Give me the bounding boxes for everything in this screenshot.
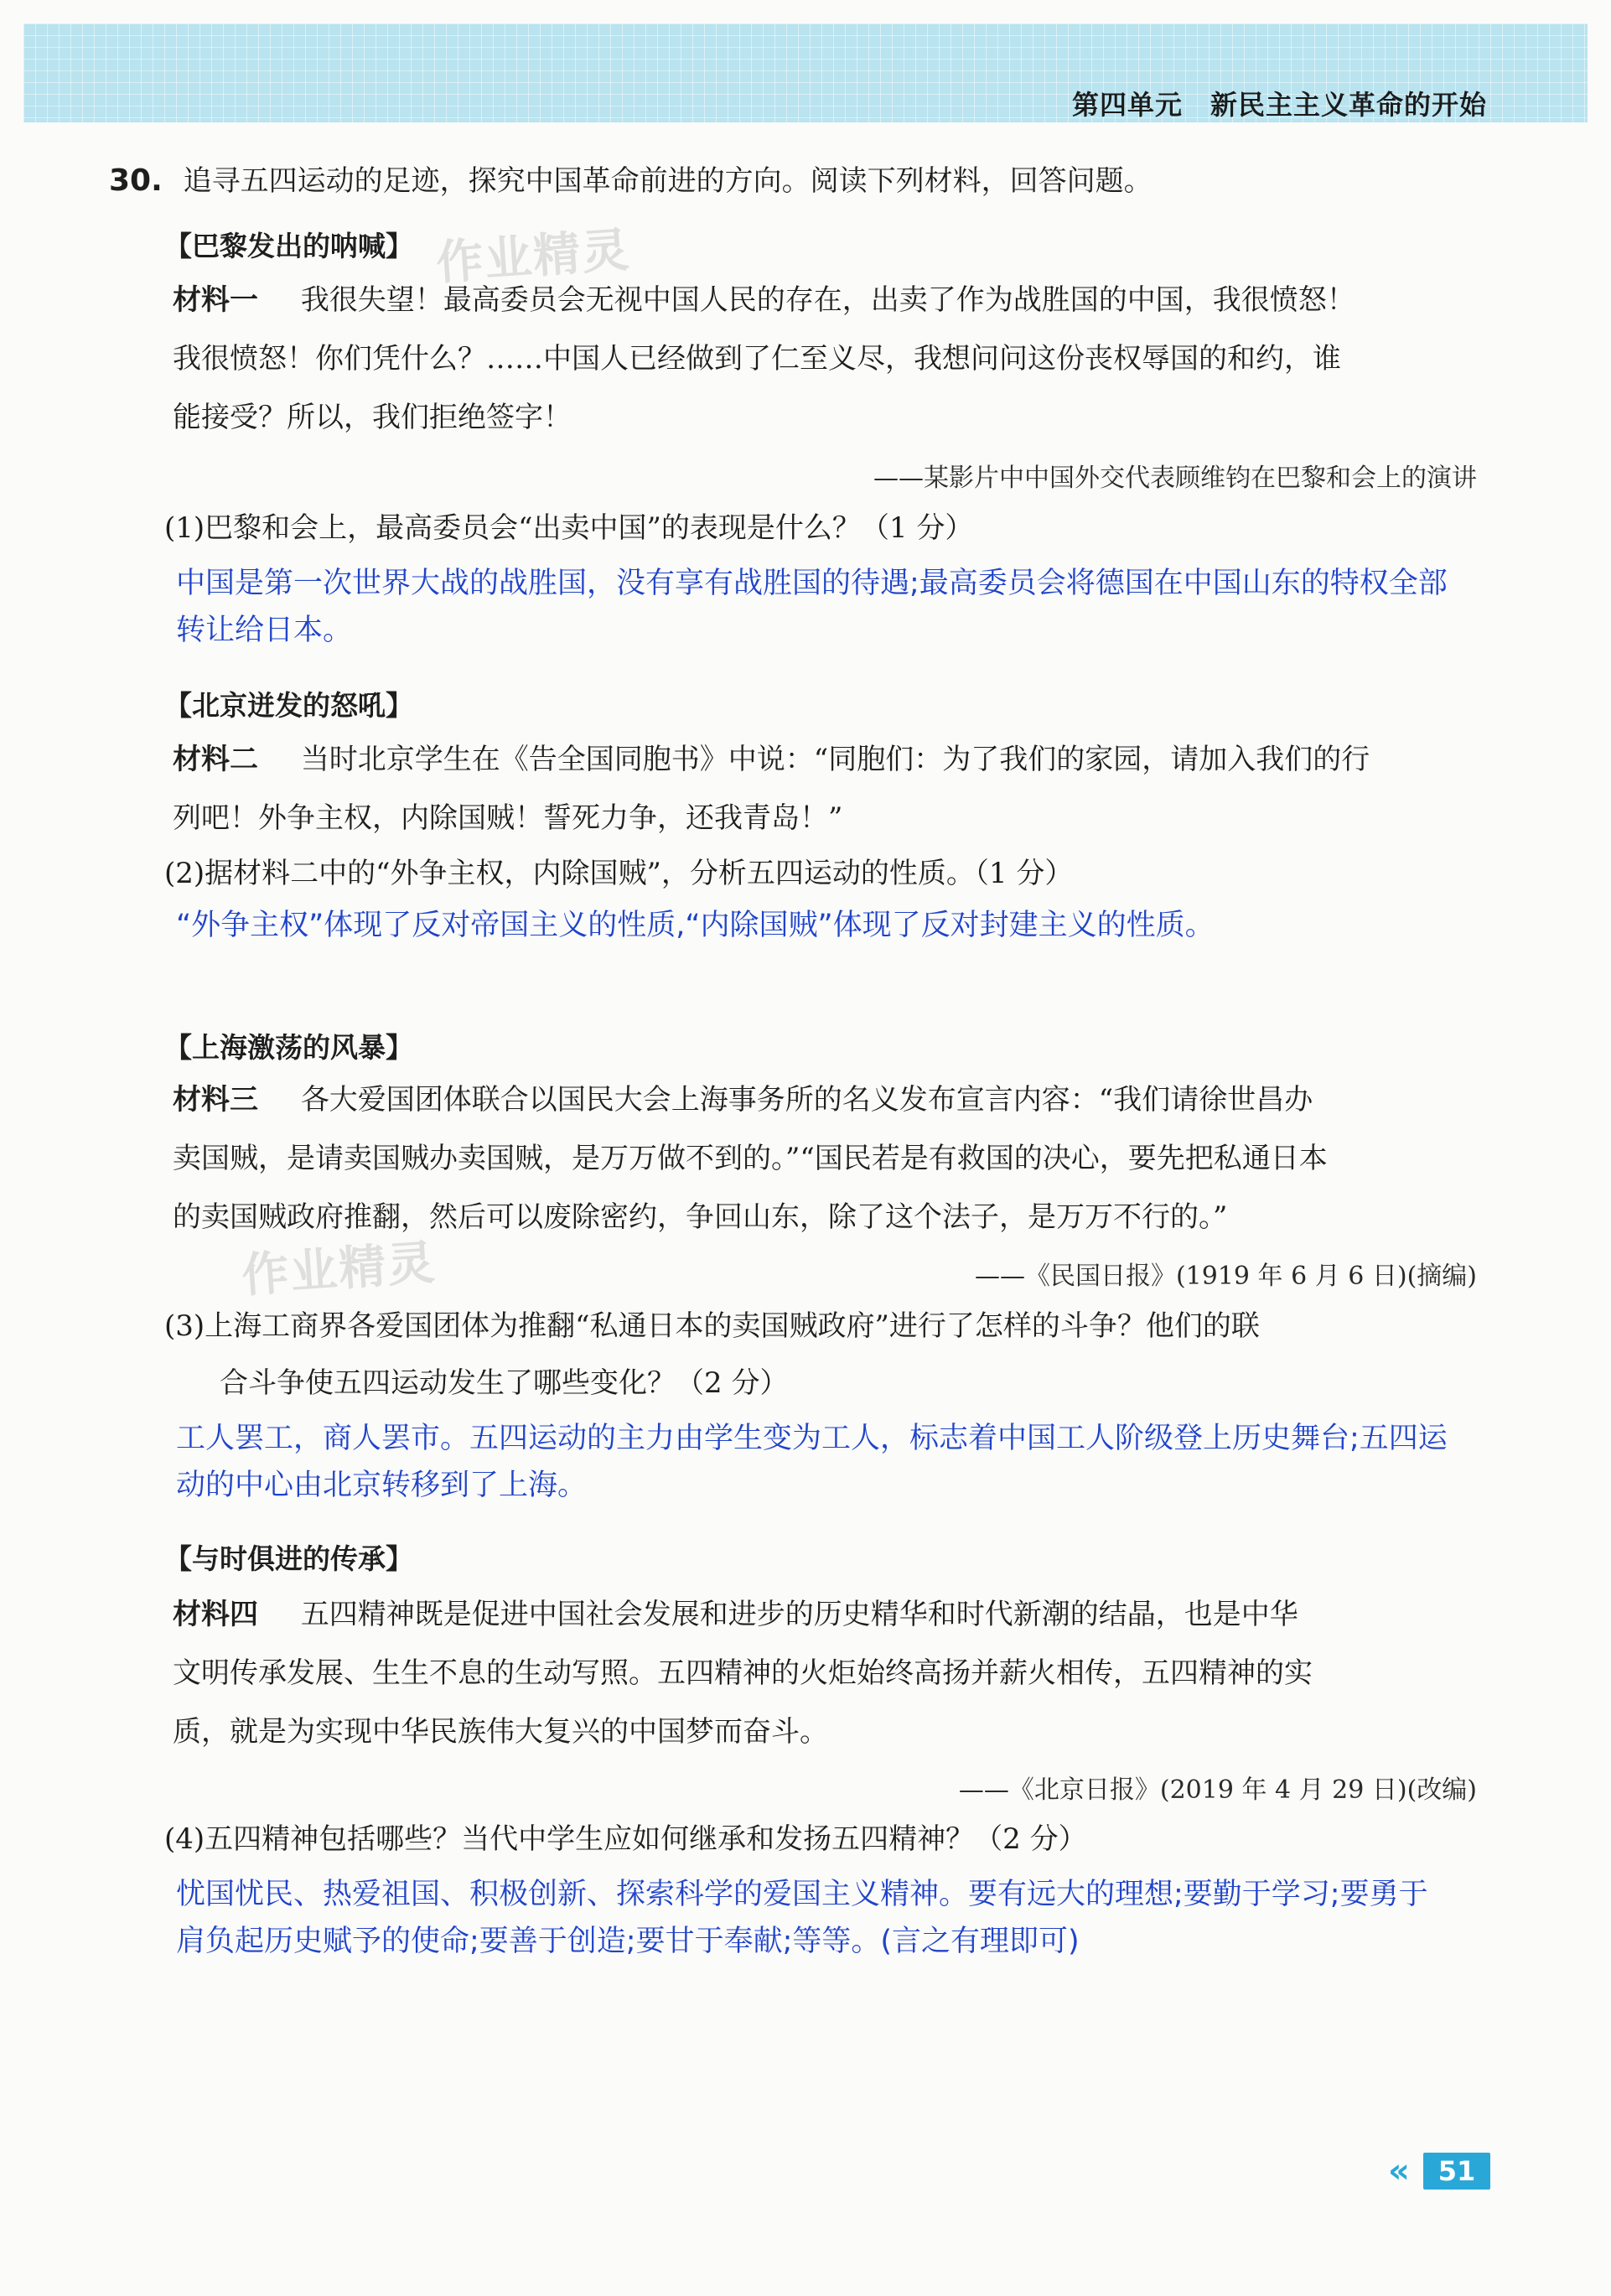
material-line (173, 1083, 1313, 1117)
watermark: 作业精灵 (240, 1235, 438, 1304)
material-label: 材料三 (173, 1083, 258, 1117)
material-line: 能接受？所以，我们拒绝签字！ (173, 401, 572, 434)
material-line: 我很愤怒！你们凭什么？……中国人已经做到了仁至义尽，我想问问这份丧权辱国的和约，谁 (173, 342, 1341, 376)
answer-line: “外争主权”体现了反对帝国主义的性质,“内除国贼”体现了反对封建主义的性质。 (176, 909, 1215, 942)
material-line: 列吧！外争主权，内除国贼！誓死力争，还我青岛！” (173, 801, 843, 835)
question-number: 30. (109, 163, 163, 198)
material-source: ——《民国日报》(1919 年 6 月 6 日)(摘编) (974, 1262, 1477, 1291)
material-label: 材料二 (173, 743, 258, 776)
sub-question: (4)五四精神包括哪些？当代中学生应如何继承和发扬五四精神？（2 分） (164, 1822, 1087, 1856)
answer-line: 忧国忧民、热爱祖国、积极创新、探索科学的爱国主义精神。要有远大的理想;要勤于学习;要勇于 (176, 1878, 1428, 1911)
answer-line: 动的中心由北京转移到了上海。 (176, 1469, 588, 1502)
material-text: 我很失望！最高委员会无视中国人民的存在，出卖了作为战胜国的中国，我很愤怒！ (300, 283, 1355, 317)
sub-question: (3)上海工商界各爱国团体为推翻“私通日本的卖国贼政府”进行了怎样的斗争？他们的联 (164, 1309, 1260, 1343)
answer-line: 中国是第一次世界大战的战胜国，没有享有战胜国的待遇;最高委员会将德国在中国山东的特权全部 (176, 567, 1448, 600)
material-label: 材料四 (173, 1598, 258, 1631)
page-number: 51 (1423, 2153, 1490, 2190)
material-label: 材料一 (173, 283, 258, 317)
material-line (173, 743, 1370, 776)
watermark: 作业精灵 (434, 222, 633, 292)
material-line: 质，就是为实现中华民族伟大复兴的中国梦而奋斗。 (173, 1715, 828, 1749)
material-line (173, 1598, 1298, 1631)
material-line: 文明传承发展、生生不息的生动写照。五四精神的火炬始终高扬并薪火相传，五四精神的实 (173, 1656, 1313, 1690)
sub-question: (1)巴黎和会上，最高委员会“出卖中国”的表现是什么？（1 分） (164, 511, 974, 545)
material-source: ——某影片中中国外交代表顾维钧在巴黎和会上的演讲 (873, 464, 1477, 493)
material-text: 各大爱国团体联合以国民大会上海事务所的名义发布宣言内容：“我们请徐世昌办 (300, 1083, 1313, 1117)
material-line: 的卖国贼政府推翻，然后可以废除密约，争回山东，除了这个法子，是万万不行的。” (173, 1200, 1228, 1234)
material-source: ——《北京日报》(2019 年 4 月 29 日)(改编) (958, 1775, 1477, 1805)
material-line (173, 283, 1355, 317)
sub-question: 合斗争使五四运动发生了哪些变化？（2 分） (220, 1366, 789, 1400)
material-text: 当时北京学生在《告全国同胞书》中说：“同胞们：为了我们的家园，请加入我们的行 (300, 743, 1370, 776)
answer-line: 转让给日本。 (176, 614, 353, 647)
question-stem-line (109, 164, 1153, 198)
section-heading: 【上海激荡的风暴】 (164, 1031, 413, 1064)
material-text: 五四精神既是促进中国社会发展和进步的历史精华和时代新潮的结晶，也是中华 (300, 1598, 1298, 1631)
unit-title: 第四单元 新民主主义革命的开始 (1071, 89, 1487, 121)
answer-line: 工人罢工，商人罢市。五四运动的主力由学生变为工人，标志着中国工人阶级登上历史舞台;五四运 (176, 1422, 1448, 1455)
sub-question: (2)据材料二中的“外争主权，内除国贼”，分析五四运动的性质。（1 分） (164, 857, 1074, 890)
double-chevron-left-icon: « (1388, 2152, 1410, 2190)
question-stem: 追寻五四运动的足迹，探究中国革命前进的方向。阅读下列材料，回答问题。 (183, 164, 1153, 198)
section-heading: 【巴黎发出的呐喊】 (164, 230, 413, 262)
section-heading: 【与时俱进的传承】 (164, 1542, 413, 1575)
section-heading: 【北京迸发的怒吼】 (164, 689, 413, 722)
answer-line: 肩负起历史赋予的使命;要善于创造;要甘于奉献;等等。(言之有理即可) (176, 1925, 1080, 1958)
material-line: 卖国贼，是请卖国贼办卖国贼，是万万做不到的。”“国民若是有救国的决心，要先把私通日本 (173, 1142, 1328, 1175)
